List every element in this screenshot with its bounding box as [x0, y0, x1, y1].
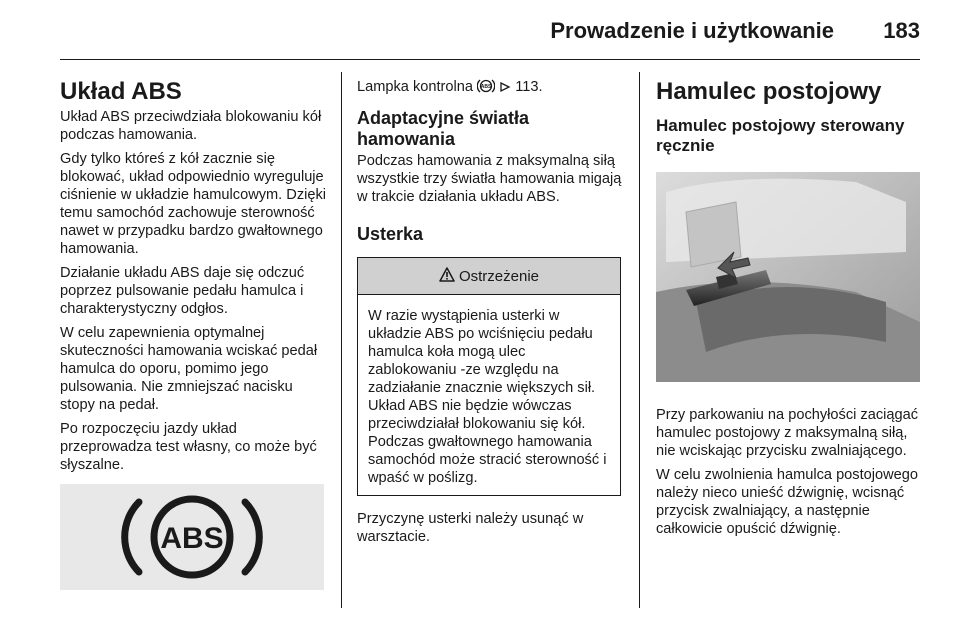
- page-header: [0, 0, 960, 60]
- warning-text: W razie wystąpienia usterki w układzie ABS po wciśnięciu pedału hamulca koła mogą ulec zablokowaniu -ze względu na zadziałanie znacznie większych sił. Układ ABS nie będzie wówczas przeciwdziałał blokowaniu się kół. Podczas gwałtownego hamowania samochód może stracić sterowność i wpaść w poślizg.: [368, 308, 607, 486]
- adaptive-lights-heading: Adaptacyjne światła hamowania: [357, 108, 530, 149]
- warning-box: [357, 257, 621, 496]
- abs-symbol-figure: [60, 484, 324, 590]
- fault-text: Przyczynę usterki należy usunąć w warsztacie.: [357, 511, 584, 545]
- column-parking-brake: [656, 72, 920, 544]
- page-number: 183: [883, 18, 920, 43]
- reference-arrow-icon: [499, 80, 511, 94]
- warning-body: [358, 295, 620, 495]
- warning-triangle-icon: [439, 267, 455, 286]
- column-abs: [60, 72, 328, 590]
- warning-title: Ostrzeżenie: [458, 267, 540, 285]
- header-title: Prowadzenie i użytkowanie: [550, 18, 834, 43]
- adaptive-lights-text: Podczas hamowania z maksymalną siłą wszystkie trzy światła hamowania migają w trakcie działania układu ABS.: [357, 153, 622, 205]
- abs-symbol-text: ABS: [160, 522, 224, 555]
- parking-brake-photo: [656, 172, 920, 382]
- abs-warning-icon: [117, 492, 267, 582]
- parking-brake-heading: Hamulec postojowy: [656, 78, 882, 105]
- abs-lamp-icon: [477, 78, 495, 94]
- column-adaptive-fault: [357, 72, 623, 552]
- abs-paragraph: Po rozpoczęciu jazdy układ przeprowadza test własny, co może być słyszalne.: [60, 421, 317, 473]
- column-divider: [341, 72, 342, 608]
- fault-heading: Usterka: [357, 224, 424, 244]
- svg-text:ABS: ABS: [480, 84, 492, 90]
- lamp-ref-page: 113.: [515, 79, 543, 95]
- header-rule: [60, 59, 920, 60]
- parking-brake-paragraph: Przy parkowaniu na pochyłości zaciągać hamulec postojowy z maksymalną siłą, nie wciskając przycisku zwalniającego.: [656, 407, 919, 459]
- parking-brake-subheading: Hamulec postojowy sterowany ręcznie: [656, 116, 905, 155]
- column-divider: [639, 72, 640, 608]
- abs-heading: Układ ABS: [60, 78, 182, 105]
- abs-paragraph: Układ ABS przeciwdziała blokowaniu kół podczas hamowania.: [60, 109, 322, 143]
- abs-paragraph: Gdy tylko któreś z kół zacznie się blokować, układ odpowiednio wyreguluje ciśnienie w układzie hamulcowym. Dzięki temu samochód zachowuje sterowność nawet w przypadku bardzo gwałtownego hamowania.: [60, 151, 327, 257]
- warning-header: [358, 258, 620, 295]
- lamp-ref-text: Lampka kontrolna: [357, 79, 474, 95]
- abs-paragraph: W celu zapewnienia optymalnej skuteczności hamowania wciskać pedał hamulca do oporu, pomimo jego pulsowania. Nie zmniejszać nacisku stopy na pedał.: [60, 325, 318, 413]
- lamp-reference: [357, 78, 623, 96]
- parking-brake-paragraph: W celu zwolnienia hamulca postojowego należy nieco unieść dźwignię, wcisnąć przycisk zwalniający, a następnie całkowicie opuścić dźwignię.: [656, 467, 919, 537]
- abs-paragraph: Działanie układu ABS daje się odczuć poprzez pulsowanie pedału hamulca i charakterystyczny odgłos.: [60, 265, 305, 317]
